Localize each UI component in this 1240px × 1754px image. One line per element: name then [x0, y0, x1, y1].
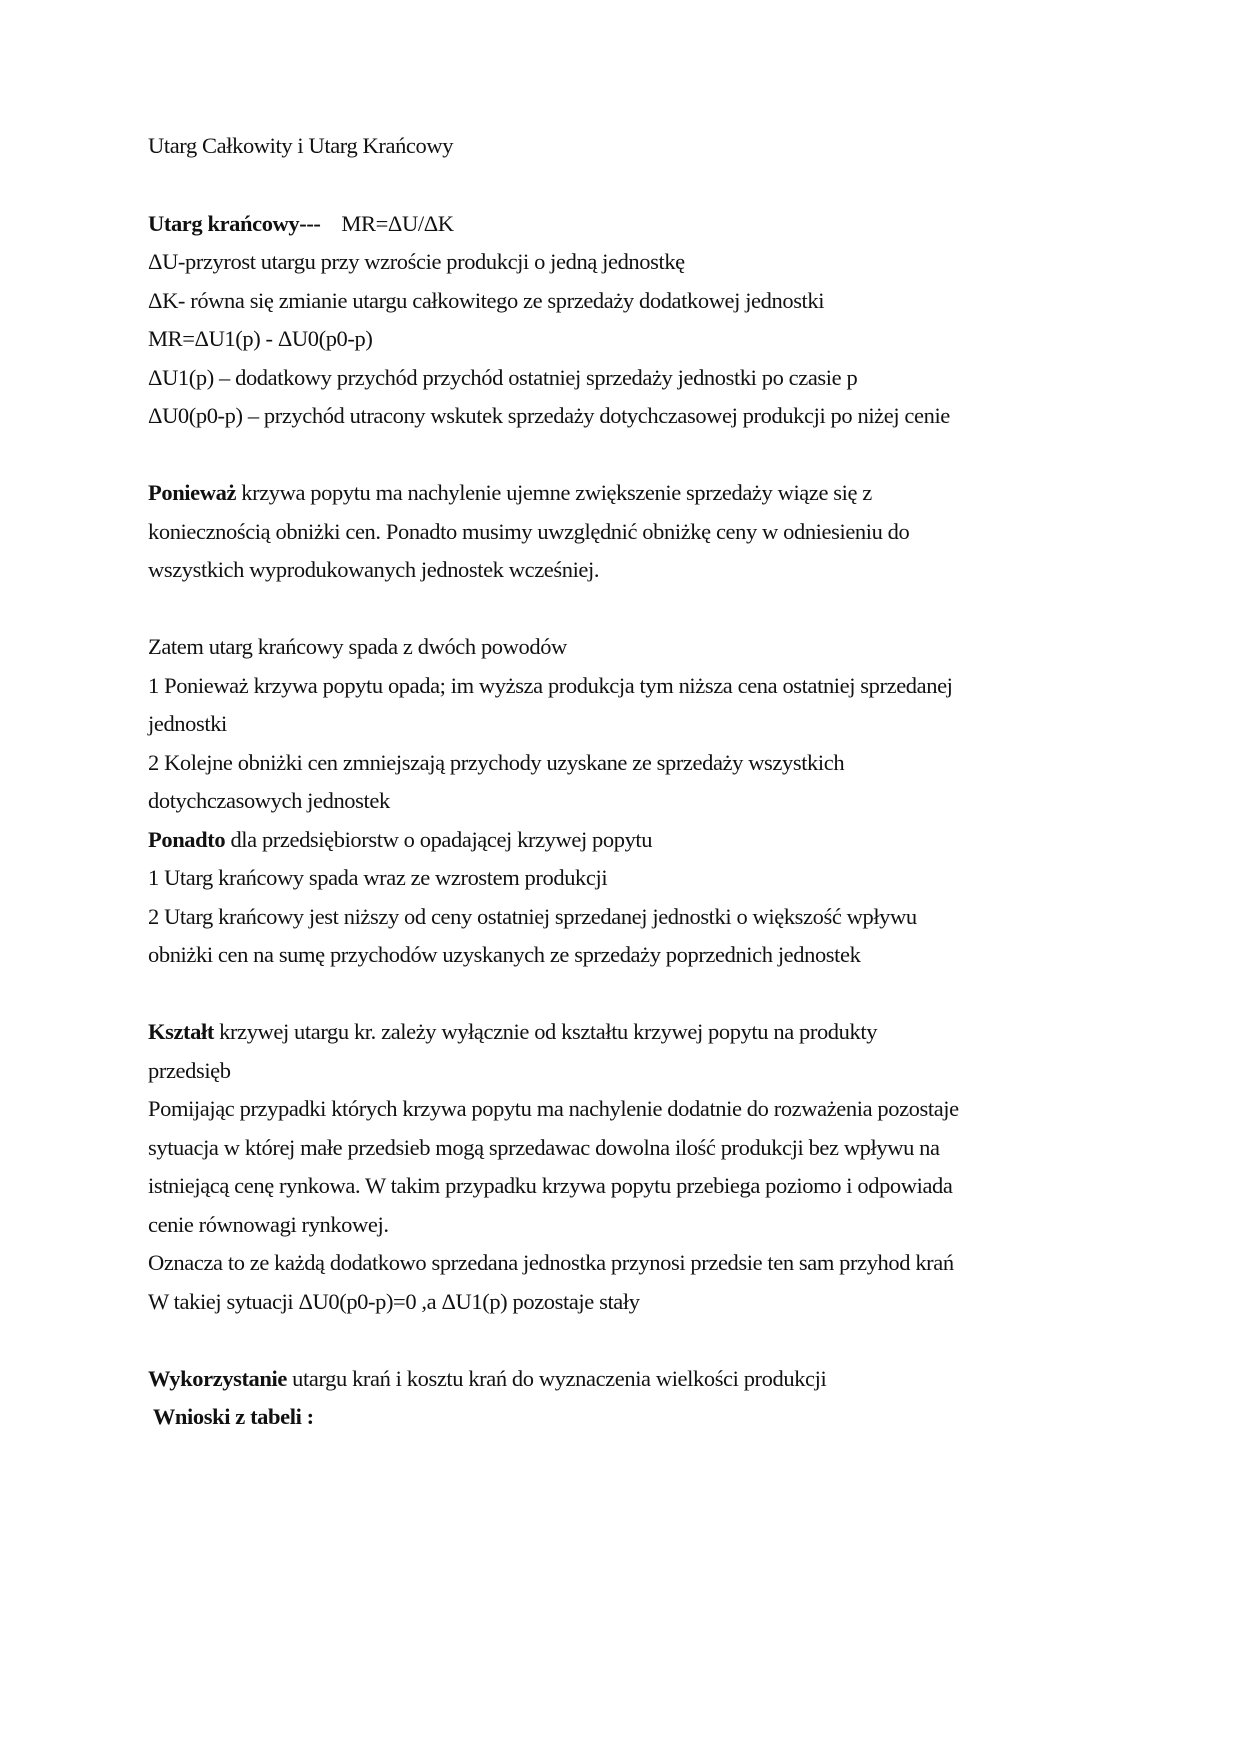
- paragraph-line: [148, 1365, 826, 1393]
- line-text: krzywa popytu ma nachylenie ujemne zwiększenie sprzedaży wiąze się z: [236, 480, 872, 505]
- line-text: dla przedsiębiorstw o opadającej krzywej popytu: [225, 827, 653, 852]
- bold-term: Ponadto: [148, 827, 226, 852]
- list-item-continuation: jednostki: [148, 711, 227, 736]
- bold-term: Ponieważ: [148, 480, 237, 505]
- paragraph-line: istniejącą cenę rynkowa. W takim przypadku krzywa popytu przebiega poziomo i odpowiada: [148, 1173, 953, 1198]
- paragraph-line: W takiej sytuacji ΔU0(p0-p)=0 ,a ΔU1(p) pozostaje stały: [148, 1289, 640, 1314]
- bold-term: Utarg krańcowy---: [148, 211, 321, 236]
- bold-term: Wykorzystanie: [148, 1366, 287, 1391]
- paragraph-line: ΔU1(p) – dodatkowy przychód przychód ostatniej sprzedaży jednostki po czasie p: [148, 365, 858, 390]
- paragraph-line: [148, 479, 872, 507]
- list-item: 2 Utarg krańcowy jest niższy od ceny ostatniej sprzedanej jednostki o większość wpływu: [148, 904, 917, 929]
- section-subheading: Wnioski z tabeli :: [148, 1404, 314, 1429]
- paragraph-line: cenie równowagi rynkowej.: [148, 1212, 389, 1237]
- list-item-continuation: obniżki cen na sumę przychodów uzyskanych ze sprzedaży poprzednich jednostek: [148, 942, 861, 967]
- document-title: Utarg Całkowity i Utarg Krańcowy: [148, 133, 454, 158]
- list-item: 2 Kolejne obniżki cen zmniejszają przychody uzyskane ze sprzedaży wszystkich: [148, 750, 845, 775]
- paragraph-line: ΔU0(p0-p) – przychód utracony wskutek sprzedaży dotychczasowej produkcji po niżej cenie: [148, 403, 950, 428]
- paragraph-line: [148, 1018, 877, 1046]
- line-text: MR=ΔU/ΔK: [320, 211, 454, 236]
- paragraph-line: ΔU-przyrost utargu przy wzroście produkcji o jedną jednostkę: [148, 249, 685, 274]
- paragraph-line: Zatem utarg krańcowy spada z dwóch powodów: [148, 634, 567, 659]
- paragraph-line: Oznacza to ze każdą dodatkowo sprzedana jednostka przynosi przedsie ten sam przyhod krań: [148, 1250, 954, 1275]
- paragraph-line: sytuacja w której małe przedsieb mogą sprzedawac dowolna ilość produkcji bez wpływu na: [148, 1135, 940, 1160]
- line-text: utargu krań i kosztu krań do wyznaczenia wielkości produkcji: [286, 1366, 827, 1391]
- paragraph-line: koniecznością obniżki cen. Ponadto musimy uwzględnić obniżkę ceny w odniesieniu do: [148, 519, 910, 544]
- formula-line: MR=ΔU1(p) - ΔU0(p0-p): [148, 326, 373, 351]
- paragraph-line: przedsięb: [148, 1058, 231, 1083]
- paragraph-line: [148, 210, 454, 238]
- paragraph-line: ΔK- równa się zmianie utargu całkowitego ze sprzedaży dodatkowej jednostki: [148, 288, 825, 313]
- line-text: krzywej utargu kr. zależy wyłącznie od kształtu krzywej popytu na produkty: [213, 1019, 878, 1044]
- list-item: 1 Utarg krańcowy spada wraz ze wzrostem produkcji: [148, 865, 608, 890]
- list-item: 1 Ponieważ krzywa popytu opada; im wyższa produkcja tym niższa cena ostatniej sprzedanej: [148, 673, 953, 698]
- list-item-continuation: dotychczasowych jednostek: [148, 788, 390, 813]
- paragraph-line: Pomijając przypadki których krzywa popytu ma nachylenie dodatnie do rozważenia pozostaje: [148, 1096, 959, 1121]
- paragraph-line: [148, 826, 652, 854]
- bold-term: Kształt: [148, 1019, 214, 1044]
- paragraph-line: wszystkich wyprodukowanych jednostek wcześniej.: [148, 557, 600, 582]
